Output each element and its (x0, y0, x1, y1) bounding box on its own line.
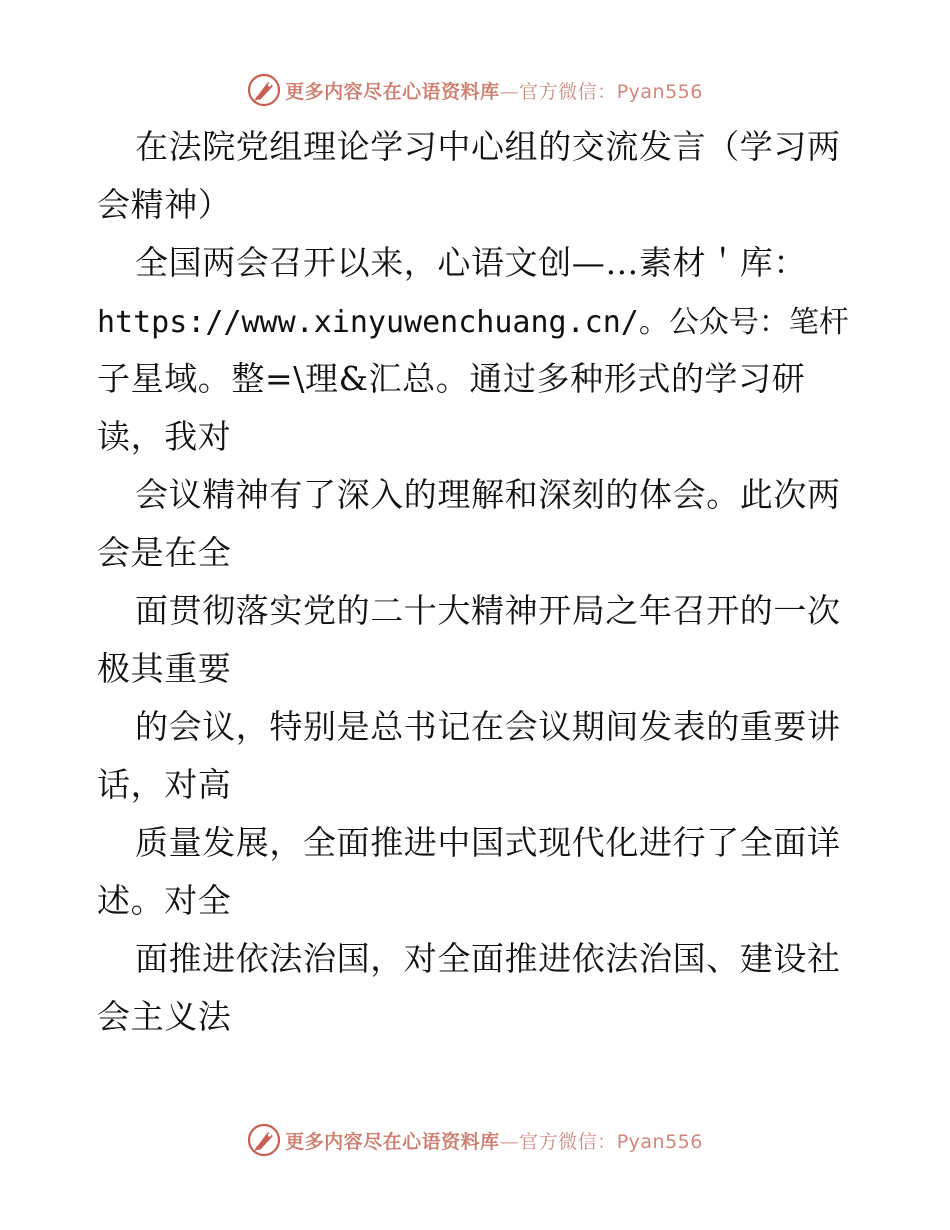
document-body (97, 118, 857, 1046)
paragraph-line: 面推进依法治国，对全面推进依法治国、建设社 (135, 939, 841, 978)
paragraph-line: 会议精神有了深入的理解和深刻的体会。此次两 (135, 475, 841, 514)
header-wechat-handle: Pyan556 (616, 80, 703, 103)
url-text: https://www.xinyuwenchuang.cn/。公众号：笔杆 (97, 305, 849, 340)
paragraph-line: 的会议，特别是总书记在会议期间发表的重要讲 (135, 707, 841, 746)
document-title-line-2: 会精神） (97, 185, 232, 224)
header-watermark-text (285, 77, 703, 104)
paragraph-line: 会主义法 (97, 997, 232, 1036)
paragraph-line-url (97, 292, 857, 350)
footer-watermark-text (285, 1127, 703, 1154)
paragraph-line: 读，我对 (97, 417, 232, 456)
footer-wechat-handle: Pyan556 (616, 1130, 703, 1153)
paragraph-line: 述。对全 (97, 881, 232, 920)
header-watermark (0, 70, 950, 110)
footer-watermark (0, 1120, 950, 1160)
pen-nib-logo-icon (247, 1123, 281, 1157)
paragraph-line: 话，对高 (97, 765, 232, 804)
header-dash: — (499, 80, 520, 103)
paragraph-line: 质量发展，全面推进中国式现代化进行了全面详 (135, 823, 841, 862)
paragraph-line: 面贯彻落实党的二十大精神开局之年召开的一次 (135, 591, 841, 630)
footer-wechat-label: 官方微信： (519, 1130, 617, 1153)
paragraph-line: 会是在全 (97, 533, 232, 572)
footer-site-name: 更多内容尽在心语资料库 (285, 1130, 500, 1153)
paragraph-line: 子星域。整=\理&汇总。通过多种形式的学习研 (97, 359, 806, 398)
pen-nib-logo-icon (247, 73, 281, 107)
paragraph-line: 极其重要 (97, 649, 232, 688)
paragraph-line: 全国两会召开以来，心语文创—…素材＇库： (135, 243, 807, 282)
header-site-name: 更多内容尽在心语资料库 (285, 80, 500, 103)
document-title-line-1: 在法院党组理论学习中心组的交流发言（学习两 (135, 127, 841, 166)
header-wechat-label: 官方微信： (519, 80, 617, 103)
footer-dash: — (499, 1130, 520, 1153)
